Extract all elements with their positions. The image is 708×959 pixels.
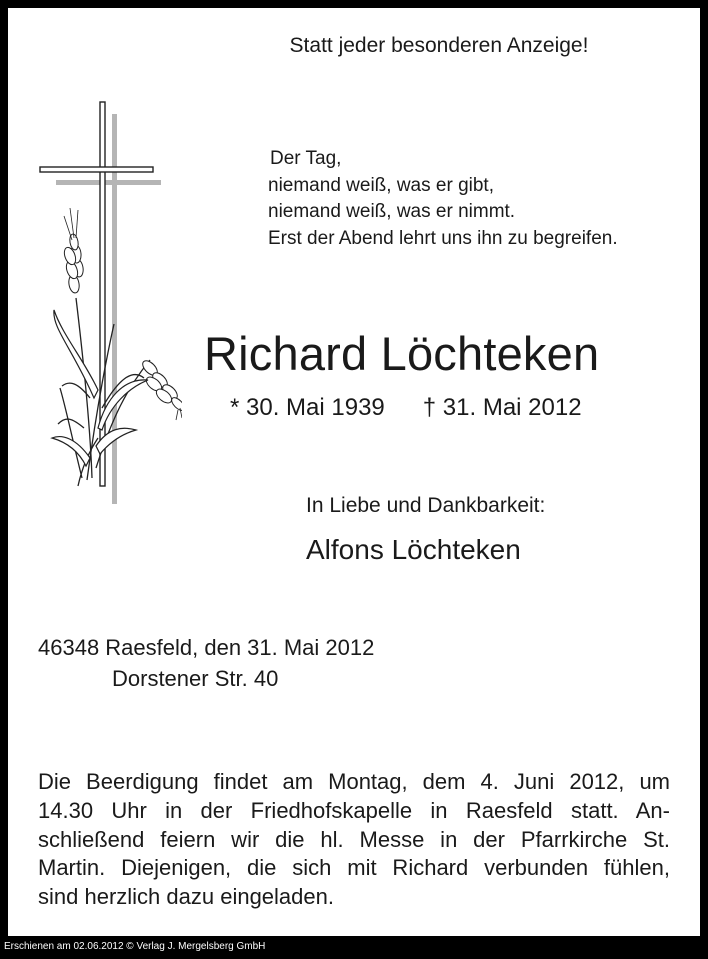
address-line-1: 46348 Raesfeld, den 31. Mai 2012 [38,635,375,660]
notice-header: Statt jeder besonderen Anzeige! [289,34,589,57]
birth-date: * 30. Mai 1939 [230,394,385,421]
poem-line: niemand weiß, was er gibt, [268,174,494,196]
poem-line: Erst der Abend lehrt uns ihn zu begreifen. [268,227,618,249]
funeral-details [38,768,670,912]
address-line-2: Dorstener Str. 40 [112,666,279,691]
mourner-name: Alfons Löchteken [306,534,521,565]
funeral-line: sind herzlich dazu eingeladen. [38,884,334,910]
obituary-notice [8,8,700,936]
poem-line: niemand weiß, was er nimmt. [268,201,516,222]
funeral-line: 14.30 Uhr in der Friedhofskapelle in Raesfeld statt. An- [38,797,670,823]
death-date: † 31. Mai 2012 [422,394,582,421]
funeral-line: Martin. Diejenigen, die sich mit Richard verbunden fühlen, [38,855,670,881]
publisher-credit: Erschienen am 02.06.2012 © Verlag J. Mergelsberg GmbH [4,941,266,952]
deceased-name: Richard Löchteken [204,327,600,380]
life-dates [230,394,582,422]
mourner-intro: In Liebe und Dankbarkeit: [306,494,546,517]
funeral-line: schließend feiern wir die hl. Messe in der Pfarrkirche St. [38,826,670,852]
poem [268,146,618,252]
poem-line: Der Tag, [270,148,342,169]
cross-with-wheat-icon [32,98,182,508]
funeral-line: Die Beerdigung findet am Montag, dem 4. Juni 2012, um [38,769,670,794]
